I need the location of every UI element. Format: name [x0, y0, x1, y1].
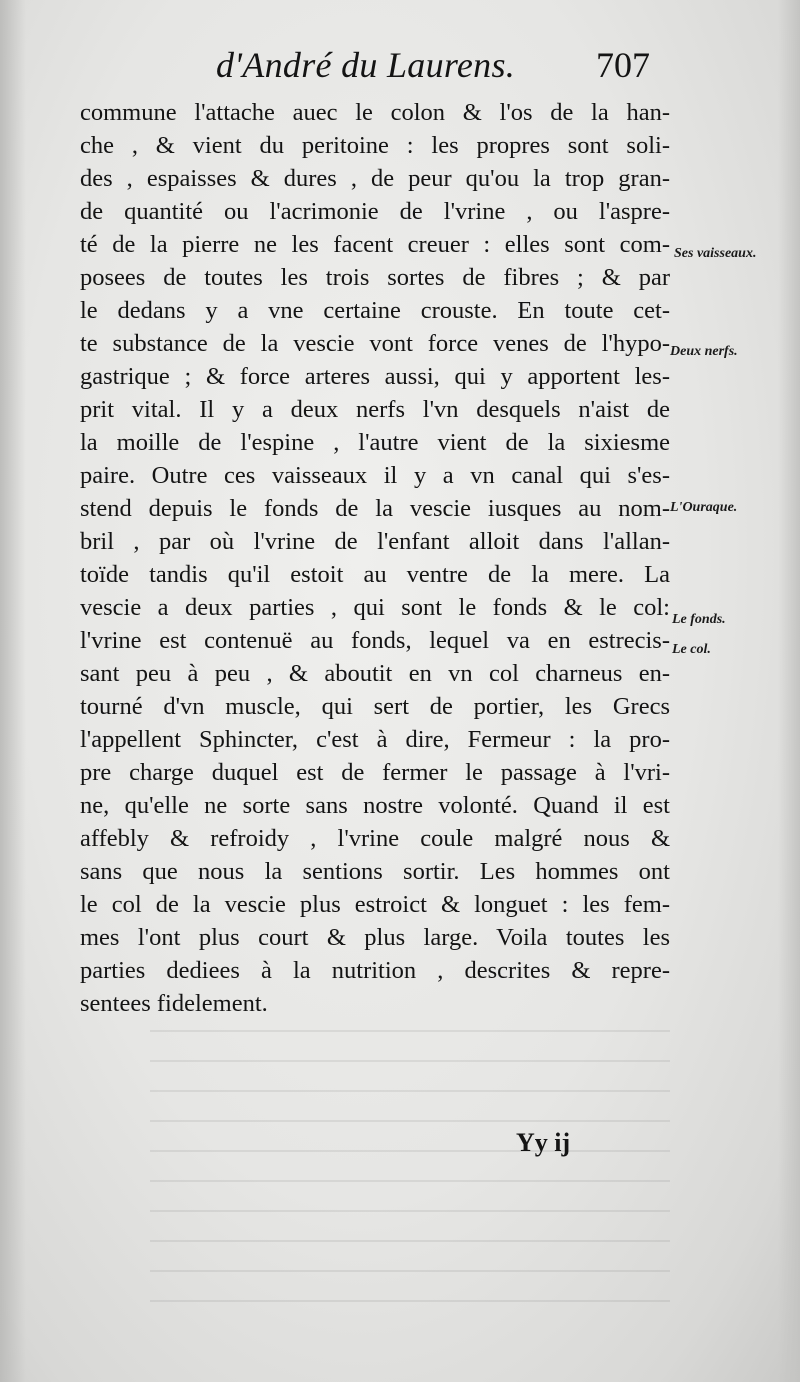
- body-text: [80, 96, 670, 1020]
- text-line: la moille de l'espine , l'autre vient de la sixiesme: [80, 429, 670, 456]
- text-line: te substance de la vescie vont force venes de l'hypo-: [80, 330, 670, 357]
- text-line: vescie a deux parties , qui sont le fonds & le col:: [80, 594, 670, 621]
- text-line: prit vital. Il y a deux nerfs l'vn desquels n'aist de: [80, 396, 670, 423]
- text-line: paire. Outre ces vaisseaux il y a vn canal qui s'es-: [80, 462, 670, 489]
- margin-note-nerfs: Deux nerfs.: [670, 344, 738, 359]
- text-line: gastrique ; & force arteres aussi, qui y apportent les-: [80, 363, 670, 390]
- text-line-last: sentees fidelement.: [80, 990, 268, 1017]
- running-head: d'André du Laurens.: [216, 45, 516, 85]
- text-line: toïde tandis qu'il estoit au ventre de la mere. La: [80, 561, 670, 588]
- page-number: 707: [596, 45, 650, 85]
- text-line: stend depuis le fonds de la vescie iusques au nom-: [80, 495, 670, 522]
- margin-note-col: Le col.: [672, 642, 711, 657]
- page-shadow-left: [0, 0, 26, 1382]
- text-line: che , & vient du peritoine : les propres sont soli-: [80, 132, 670, 159]
- signature-mark: Yy ij: [516, 1128, 571, 1157]
- margin-note-vaisseaux: Ses vaisseaux.: [674, 246, 757, 261]
- text-line: parties dediees à la nutrition , descrites & repre-: [80, 957, 670, 984]
- text-line: le dedans y a vne certaine crouste. En toute cet-: [80, 297, 670, 324]
- text-line: l'appellent Sphincter, c'est à dire, Fermeur : la pro-: [80, 726, 670, 753]
- text-line: le col de la vescie plus estroict & longuet : les fem-: [80, 891, 670, 918]
- page-shadow-right: [778, 0, 800, 1382]
- text-line: l'vrine est contenuë au fonds, lequel va en estrecis-: [80, 627, 670, 654]
- text-line: tourné d'vn muscle, qui sert de portier, les Grecs: [80, 693, 670, 720]
- page-header: [0, 44, 800, 100]
- text-line: affebly & refroidy , l'vrine coule malgré nous &: [80, 825, 670, 852]
- text-line: pre charge duquel est de fermer le passage à l'vri-: [80, 759, 670, 786]
- text-line: posees de toutes les trois sortes de fibres ; & par: [80, 264, 670, 291]
- text-line: de quantité ou l'acrimonie de l'vrine , ou l'aspre-: [80, 198, 670, 225]
- text-line: té de la pierre ne les facent creuer : elles sont com-: [80, 231, 670, 258]
- text-line: des , espaisses & dures , de peur qu'ou la trop gran-: [80, 165, 670, 192]
- margin-note-ouraque: L'Ouraque.: [670, 500, 738, 515]
- text-line: bril , par où l'vrine de l'enfant alloit dans l'allan-: [80, 528, 670, 555]
- text-line: sant peu à peu , & aboutit en vn col charneus en-: [80, 660, 670, 687]
- text-line: commune l'attache auec le colon & l'os de la han-: [80, 99, 670, 126]
- text-line: sans que nous la sentions sortir. Les hommes ont: [80, 858, 670, 885]
- text-line: mes l'ont plus court & plus large. Voila toutes les: [80, 924, 670, 951]
- bleed-through: [150, 1030, 670, 1310]
- margin-note-fonds: Le fonds.: [672, 612, 726, 627]
- text-line: ne, qu'elle ne sorte sans nostre volonté. Quand il est: [80, 792, 670, 819]
